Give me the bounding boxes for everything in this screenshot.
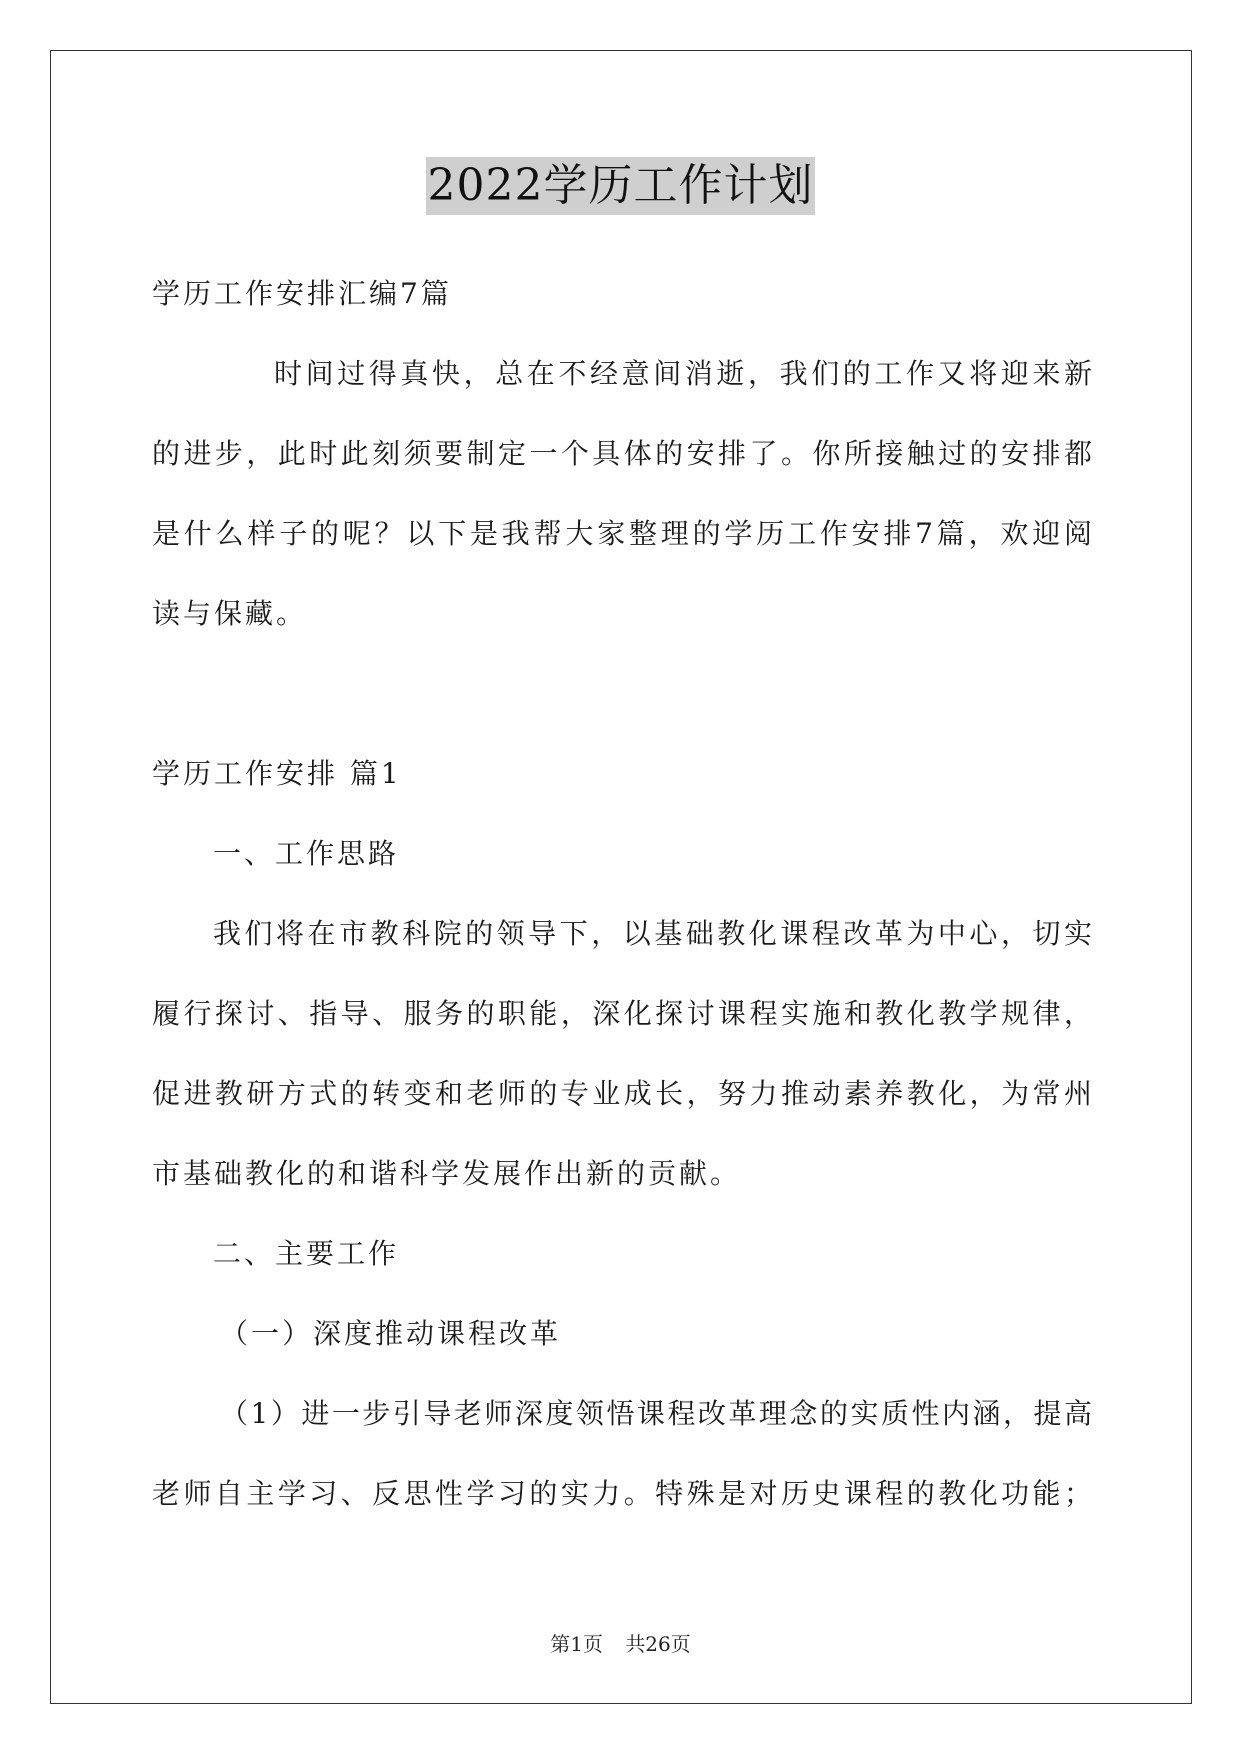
- title-container: [0, 157, 1241, 215]
- heading-main-work: 二、主要工作: [213, 1237, 400, 1270]
- subtitle: 学历工作安排汇编7篇: [152, 277, 452, 310]
- document-title: 2022学历工作计划: [426, 157, 816, 215]
- item-line-1: （1）进一步引导老师深度领悟课程改革理念的实质性内涵，提高: [220, 1397, 1092, 1430]
- item-line-2: 老师自主学习、反思性学习的实力。特殊是对历史课程的教化功能；: [152, 1477, 1092, 1510]
- page-number: 第1页: [550, 1632, 603, 1656]
- paragraph-line-2: 履行探讨、指导、服务的职能，深化探讨课程实施和教化教学规律，: [152, 997, 1092, 1030]
- subheading-curriculum-reform: （一）深度推动课程改革: [220, 1317, 562, 1350]
- paragraph-line-4: 市基础教化的和谐科学发展作出新的贡献。: [152, 1157, 742, 1190]
- intro-line-4: 读与保藏。: [152, 597, 308, 630]
- page-footer: [0, 1628, 1241, 1657]
- page-total: 共26页: [625, 1632, 691, 1656]
- spacer: [152, 654, 1092, 734]
- section-heading: 学历工作安排 篇1: [152, 757, 402, 790]
- paragraph-line-1: 我们将在市教科院的领导下，以基础教化课程改革为中心，切实: [213, 917, 1092, 950]
- intro-line-3: 是什么样子的呢？以下是我帮大家整理的学历工作安排7篇，欢迎阅: [152, 517, 1092, 550]
- heading-work-ideas: 一、工作思路: [213, 837, 400, 870]
- intro-line-2: 的进步，此时此刻须要制定一个具体的安排了。你所接触过的安排都: [152, 437, 1092, 470]
- intro-line-1: 时间过得真快，总在不经意间消逝，我们的工作又将迎来新: [274, 357, 1092, 390]
- document-body: [152, 254, 1092, 1534]
- paragraph-line-3: 促进教研方式的转变和老师的专业成长，努力推动素养教化，为常州: [152, 1077, 1092, 1110]
